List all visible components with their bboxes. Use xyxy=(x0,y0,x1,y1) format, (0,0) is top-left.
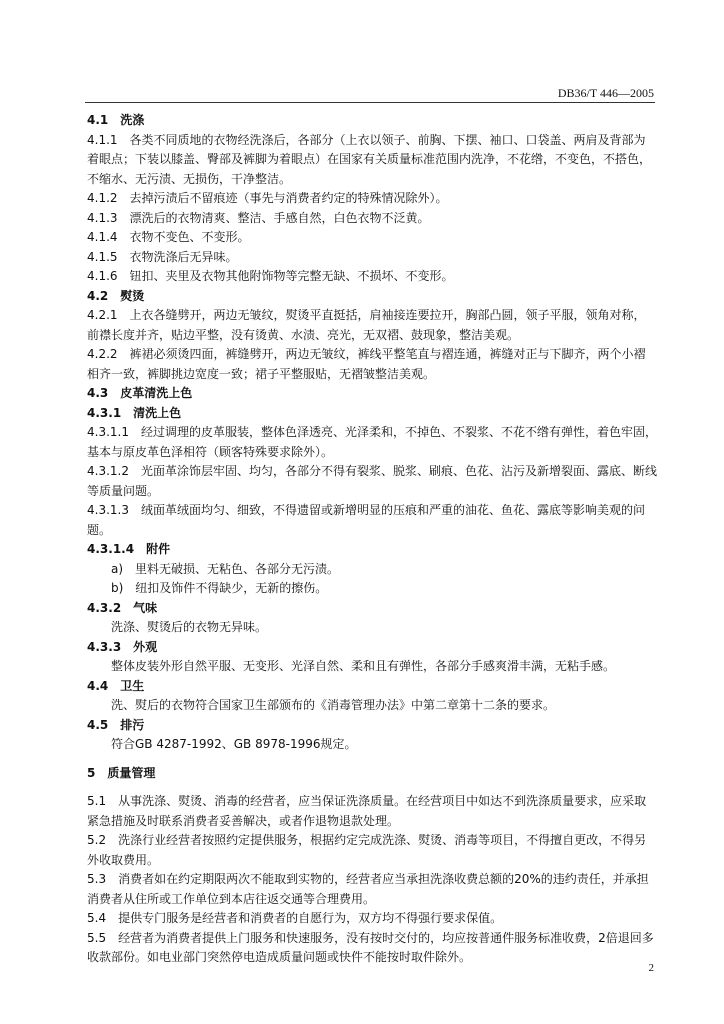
section-4-4-heading: 4.4 卫生 xyxy=(87,678,145,693)
clause-5-3: 5.3 消费者如在约定期限两次不能取到实物的，经营者应当承担洗涤收费总额的20%的违约责任，并承担消费者从住所或工作单位到本店往返交通等合理费用。 xyxy=(87,872,649,906)
clause-5-4: 5.4 提供专门服务是经营者和消费者的自愿行为，双方均不得强行要求保值。 xyxy=(87,911,503,925)
section-4-3-1-4-heading: 4.3.1.4 附件 xyxy=(87,542,171,556)
document-body xyxy=(87,111,657,968)
clause-4-4: 洗、熨后的衣物符合国家卫生部颁布的《消毒管理办法》中第二章第十二条的要求。 xyxy=(111,698,556,712)
clause-5-2: 5.2 洗涤行业经营者按照约定提供服务，根据约定完成洗涤、熨烫、消毒等项目，不得擅自更改，不得另外收取费用。 xyxy=(87,833,647,867)
clause-4-1-4: 4.1.4 衣物不变色、不变形。 xyxy=(87,230,250,244)
clause-4-1-6: 4.1.6 钮扣、夹里及衣物其他附饰物等完整无缺、不损坏、不变形。 xyxy=(87,269,454,283)
clause-4-3-2: 洗涤、熨烫后的衣物无异味。 xyxy=(111,620,268,634)
header-rule xyxy=(85,102,655,103)
section-4-3-2-heading: 4.3.2 气味 xyxy=(87,600,158,615)
clause-4-3-1-2: 4.3.1.2 光面革涂饰层牢固、均匀，各部分不得有裂浆、脱浆、刷痕、色花、沾污及新增裂面、露底、断线等质量问题。 xyxy=(87,464,657,498)
section-gap xyxy=(87,755,657,764)
clause-4-3-1-1: 4.3.1.1 经过调理的皮革服装，整体色泽透亮、光泽柔和，不掉色、不裂浆、不花不绺有弹性，着色牢固，基本与原皮革色泽相符（顾客特殊要求除外）。 xyxy=(87,425,657,459)
clause-4-2-2: 4.2.2 裤裙必须烫四面，裤缝劈开，两边无皱纹，裤线平整笔直与褶连通，裤缝对正与下脚齐，两个小褶相齐一致，裤脚挑边宽度一致；裙子平整服贴，无褶皱整洁美观。 xyxy=(87,347,646,381)
section-4-3-3-heading: 4.3.3 外观 xyxy=(87,639,158,654)
section-5-heading: 5 质量管理 xyxy=(87,765,156,780)
clause-5-5: 5.5 经营者为消费者提供上门服务和快速服务，没有按时交付的，均应按普通件服务标准收费，2倍退回多收款部份。如电业部门突然停电造成质量问题或快件不能按时取件除外。 xyxy=(87,930,654,964)
clause-4-1-1: 4.1.1 各类不同质地的衣物经洗涤后，各部分（上衣以领子、前胸、下摆、袖口、口袋盖、两肩及背部为着眼点；下装以膝盖、臀部及裤脚为着眼点）在国家有关质量标准范围内洗净，不花绺，不变色，不搭色，不缩水、无污渍、无损伤，干净整洁。 xyxy=(87,132,652,186)
section-4-5-heading: 4.5 排污 xyxy=(87,717,145,732)
clause-4-1-3: 4.1.3 漂洗后的衣物清爽、整洁、手感自然，白色衣物不泛黄。 xyxy=(87,210,430,225)
list-item-a: a) 里料无破损、无粘色、各部分无污渍。 xyxy=(111,561,340,576)
list-item-b: b) 纽扣及饰件不得缺少，无新的擦伤。 xyxy=(111,581,328,595)
clause-4-1-5: 4.1.5 衣物洗涤后无异味。 xyxy=(87,249,238,264)
clause-4-1-2: 4.1.2 去掉污渍后不留痕迹（事先与消费者约定的特殊情况除外）。 xyxy=(87,191,448,205)
clause-4-2-1: 4.2.1 上衣各缝劈开，两边无皱纹，熨烫平直挺括，肩袖接连要拉开，胸部凸圆，领子平服，领角对称，前襟长度并齐，贴边平整，没有烫黄、水渍、亮光，无双褶、鼓现象，整洁美观。 xyxy=(87,308,646,342)
page-number: 2 xyxy=(648,962,654,974)
clause-5-1: 5.1 从事洗涤、熨烫、消毒的经营者，应当保证洗涤质量。在经营项目中如达不到洗涤质量要求，应采取紧急措施及时联系消费者妥善解决，或者作退物退款处理。 xyxy=(87,794,647,828)
section-gap xyxy=(87,783,657,792)
section-4-3-1-heading: 4.3.1 清洗上色 xyxy=(87,405,182,420)
section-4-2-heading: 4.2 熨烫 xyxy=(87,288,145,303)
section-4-1-heading: 4.1 洗涤 xyxy=(87,113,145,127)
clause-4-5: 符合GB 4287-1992、GB 8978-1996规定。 xyxy=(111,737,357,751)
clause-4-3-3: 整体皮装外形自然平服、无变形、光泽自然、柔和且有弹性，各部分手感爽滑丰满，无粘手感。 xyxy=(111,659,616,673)
standard-code: DB36/T 446—2005 xyxy=(557,86,654,100)
section-4-3-heading: 4.3 皮革清洗上色 xyxy=(87,386,193,400)
clause-4-3-1-3: 4.3.1.3 绒面革绒面均匀、细致，不得遗留或新增明显的压痕和严重的油花、鱼花、露底等影响美观的问题。 xyxy=(87,503,645,537)
